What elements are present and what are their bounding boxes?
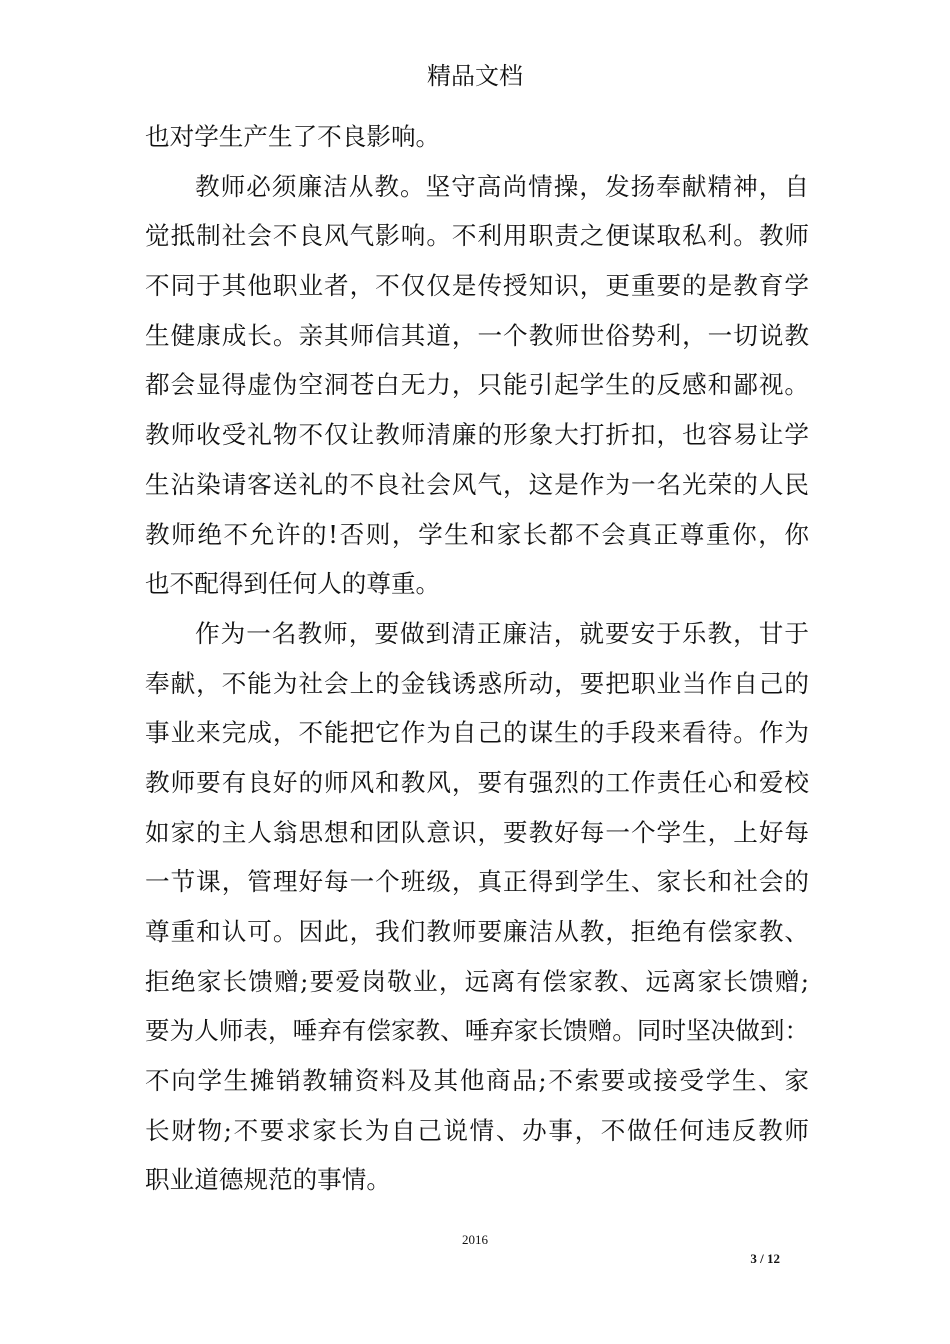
text-line: 教师要有良好的师风和教风，要有强烈的工作责任心和爱校 [145, 767, 809, 797]
text-line: 职业道德规范的事情。 [145, 1165, 391, 1195]
text-line: 尊重和认可。因此，我们教师要廉洁从教，拒绝有偿家教、 [145, 917, 809, 946]
page-number: 3 / 12 [750, 1251, 780, 1266]
text-line: 作为一名教师，要做到清正廉洁，就要安于乐教，甘于 [195, 618, 809, 648]
text-line: 也不配得到任何人的尊重。 [145, 569, 441, 599]
text-line: 教师必须廉洁从教。坚守高尚情操，发扬奉献精神，自 [195, 171, 809, 201]
text-line: 觉抵制社会不良风气影响。不利用职责之便谋取私利。教师 [145, 221, 809, 251]
document-body [145, 112, 809, 1205]
text-line: 生沾染请客送礼的不良社会风气，这是作为一名光荣的人民 [145, 469, 809, 499]
footer-year: 2016 [462, 1232, 488, 1247]
text-line: 不向学生摊销教辅资料及其他商品;不索要或接受学生、家 [145, 1066, 809, 1096]
page-header-title: 精品文档 [427, 62, 523, 90]
text-line: 奉献，不能为社会上的金钱诱惑所动，要把职业当作自己的 [145, 668, 809, 698]
text-line: 长财物;不要求家长为自己说情、办事，不做任何违反教师 [145, 1115, 809, 1145]
text-line: 要为人师表，唾弃有偿家教、唾弃家长馈赠。同时坚决做到： [145, 1016, 810, 1046]
text-line: 如家的主人翁思想和团队意识，要教好每一个学生，上好每 [145, 817, 809, 847]
text-line: 也对学生产生了不良影响。 [145, 122, 441, 151]
text-line: 教师收受礼物不仅让教师清廉的形象大打折扣，也容易让学 [145, 420, 809, 450]
text-line: 事业来完成，不能把它作为自己的谋生的手段来看待。作为 [145, 718, 809, 748]
text-line: 不同于其他职业者，不仅仅是传授知识，更重要的是教育学 [145, 271, 809, 301]
text-line: 拒绝家长馈赠;要爱岗敬业，远离有偿家教、远离家长馈赠; [145, 966, 809, 996]
text-line: 生健康成长。亲其师信其道，一个教师世俗势利，一切说教 [145, 320, 809, 350]
text-line: 都会显得虚伪空洞苍白无力，只能引起学生的反感和鄙视。 [145, 370, 809, 400]
text-line: 教师绝不允许的!否则，学生和家长都不会真正尊重你，你 [145, 519, 809, 549]
text-line: 一节课，管理好每一个班级，真正得到学生、家长和社会的 [145, 867, 809, 897]
